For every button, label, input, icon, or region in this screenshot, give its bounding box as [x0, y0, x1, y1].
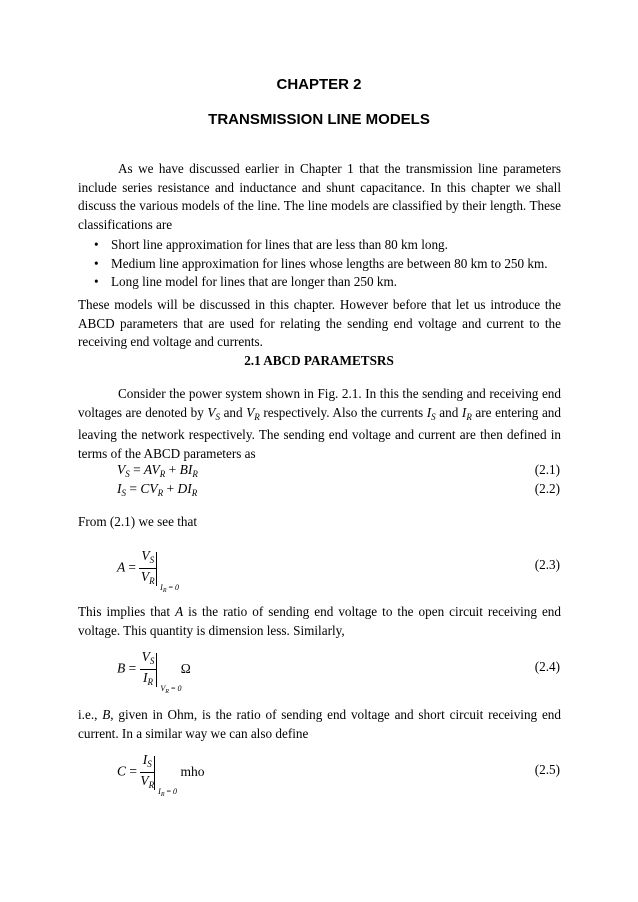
implies-paragraph: This implies that A is the ratio of sending end voltage to the open circuit receiving end voltage. This quantity is dimension less. Similarly,	[78, 604, 561, 638]
equation-number: (2.2)	[534, 481, 560, 496]
equation-number: (2.3)	[534, 557, 560, 572]
equation-2-5: C = $\frac{I_S}{V_R}$ $I_R = 0$ mho	[117, 752, 205, 798]
list-item-text: Medium line approximation for lines whose lengths are between 80 km to 250 km.	[111, 255, 548, 271]
equation-number: (2.1)	[534, 462, 560, 477]
section-heading: 2.1 ABCD PARAMETSRS	[244, 353, 394, 368]
model-list	[94, 236, 564, 292]
chapter-title: TRANSMISSION LINE MODELS	[208, 111, 430, 128]
ie-paragraph: i.e., B, given in Ohm, is the ratio of sending end voltage and short circuit receiving end current. In a similar way we can also define	[78, 707, 561, 741]
list-item: • Long line model for lines that are longer than 250 km.	[94, 274, 398, 289]
from-text: From (2.1) we see that	[78, 514, 198, 529]
equation-number: (2.5)	[534, 762, 560, 777]
models-paragraph: These models will be discussed in this chapter. However before that let us introduce the ABCD parameters that are used for relating the sending end voltage and current to the receiving end voltage and currents.	[78, 297, 561, 349]
equation-2-3: A = $\frac{V_S}{V_R}$ $I_R = 0$	[117, 548, 179, 594]
equation-2-4: B = $\frac{V_S}{I_R}$ $V_R = 0$ Ω	[117, 649, 191, 695]
chapter-label: CHAPTER 2	[276, 76, 362, 93]
intro-paragraph: As we have discussed earlier in Chapter 1 that the transmission line parameters include series resistance and inductance and shunt capacitance. In this chapter we shall discuss the various models of the line. The line models are classified by their length. These classifications are	[78, 161, 561, 232]
equation-2-1: $V_S = AV_R + BI_R$	[117, 462, 198, 479]
list-item: • Short line approximation for lines that are less than 80 km long.	[94, 237, 448, 252]
list-item-text: Long line model for lines that are longer than 250 km.	[111, 274, 398, 289]
abcd-paragraph: Consider the power system shown in Fig. 2.1. In this the sending and receiving end voltages are denoted by $V_S$ and $V_R$ respectively. Also the currents $I_S$ and $I_R$ are entering and leaving the network respectively. The sending end voltage and current are then defined in terms of the ABCD parameters as	[78, 386, 561, 461]
equation-number: (2.4)	[534, 659, 560, 674]
mho-unit: mho	[180, 763, 205, 779]
list-item: • Medium line approximation for lines whose lengths are between 80 km to 250 km.	[94, 255, 548, 271]
list-item-text: Short line approximation for lines that are less than 80 km long.	[111, 237, 448, 252]
ohm-unit: Ω	[180, 660, 191, 676]
equation-2-2: $I_S = CV_R + DI_R$	[117, 481, 198, 498]
